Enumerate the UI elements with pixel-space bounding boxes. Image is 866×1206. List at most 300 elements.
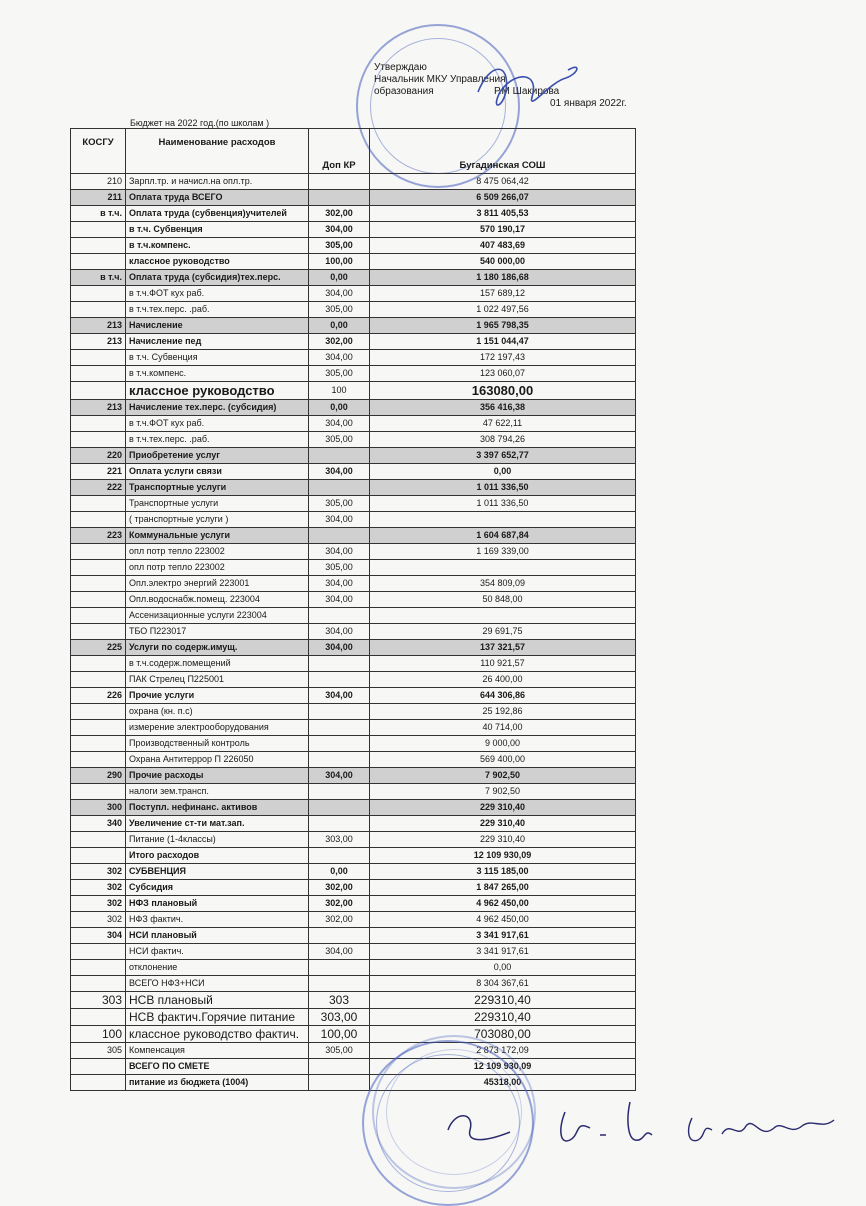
dop-kr-cell: 304,00 — [309, 286, 370, 302]
name-cell: Приобретение услуг — [126, 448, 309, 464]
table-row — [71, 382, 636, 400]
value-cell: 12 109 930,09 — [370, 1059, 636, 1075]
value-cell: 540 000,00 — [370, 254, 636, 270]
dop-kr-cell: 305,00 — [309, 366, 370, 382]
kosgu-cell — [71, 382, 126, 400]
name-cell: в т.ч.ФОТ кух раб. — [126, 416, 309, 432]
table-row — [71, 190, 636, 206]
dop-kr-cell — [309, 1059, 370, 1075]
table-row — [71, 896, 636, 912]
value-cell: 1 011 336,50 — [370, 496, 636, 512]
name-cell: Прочие расходы — [126, 768, 309, 784]
value-cell: 6 509 266,07 — [370, 190, 636, 206]
value-cell: 29 691,75 — [370, 624, 636, 640]
dop-kr-cell: 304,00 — [309, 464, 370, 480]
value-cell: 1 022 497,56 — [370, 302, 636, 318]
kosgu-cell — [71, 960, 126, 976]
table-row — [71, 688, 636, 704]
table-row — [71, 366, 636, 382]
table-header-row — [71, 129, 636, 174]
value-cell: 8 304 367,61 — [370, 976, 636, 992]
dop-kr-cell: 304,00 — [309, 350, 370, 366]
value-cell: 2 873 172,09 — [370, 1043, 636, 1059]
dop-kr-cell — [309, 672, 370, 688]
table-row — [71, 976, 636, 992]
dop-kr-cell: 302,00 — [309, 206, 370, 222]
kosgu-cell — [71, 1009, 126, 1026]
table-row — [71, 400, 636, 416]
kosgu-cell: 303 — [71, 992, 126, 1009]
dop-kr-cell — [309, 960, 370, 976]
table-row — [71, 800, 636, 816]
table-row — [71, 592, 636, 608]
dop-kr-cell: 305,00 — [309, 496, 370, 512]
value-cell: 1 151 044,47 — [370, 334, 636, 350]
kosgu-cell — [71, 1075, 126, 1091]
value-cell: 3 341 917,61 — [370, 928, 636, 944]
kosgu-cell: 213 — [71, 334, 126, 350]
value-cell: 229 310,40 — [370, 816, 636, 832]
table-row — [71, 350, 636, 366]
dop-kr-cell: 0,00 — [309, 864, 370, 880]
approval-line-2: Начальник МКУ Управления — [374, 74, 506, 85]
kosgu-cell: 304 — [71, 928, 126, 944]
value-cell: 3 397 652,77 — [370, 448, 636, 464]
kosgu-cell — [71, 976, 126, 992]
kosgu-cell — [71, 366, 126, 382]
table-row — [71, 960, 636, 976]
kosgu-cell — [71, 416, 126, 432]
name-cell: охрана (кн. п.с) — [126, 704, 309, 720]
header-school: Бугадинская СОШ — [370, 129, 636, 174]
kosgu-cell — [71, 512, 126, 528]
name-cell: Транспортные услуги — [126, 496, 309, 512]
value-cell: 1 169 339,00 — [370, 544, 636, 560]
table-row — [71, 1026, 636, 1043]
value-cell: 356 416,38 — [370, 400, 636, 416]
table-row — [71, 784, 636, 800]
dop-kr-cell — [309, 190, 370, 206]
dop-kr-cell: 303,00 — [309, 832, 370, 848]
name-cell: в т.ч. Субвенция — [126, 222, 309, 238]
table-row — [71, 880, 636, 896]
table-row — [71, 416, 636, 432]
kosgu-cell — [71, 592, 126, 608]
name-cell: Охрана Антитеррор П 226050 — [126, 752, 309, 768]
kosgu-cell — [71, 254, 126, 270]
table-row — [71, 832, 636, 848]
name-cell: Поступл. нефинанс. активов — [126, 800, 309, 816]
table-row — [71, 528, 636, 544]
dop-kr-cell — [309, 736, 370, 752]
name-cell: НФЗ плановый — [126, 896, 309, 912]
table-row — [71, 768, 636, 784]
value-cell: 12 109 930,09 — [370, 848, 636, 864]
dop-kr-cell: 304,00 — [309, 688, 370, 704]
name-cell: измерение электрооборудования — [126, 720, 309, 736]
value-cell: 229310,40 — [370, 1009, 636, 1026]
kosgu-cell: в т.ч. — [71, 206, 126, 222]
dop-kr-cell — [309, 448, 370, 464]
kosgu-cell — [71, 222, 126, 238]
table-row — [71, 704, 636, 720]
kosgu-cell — [71, 608, 126, 624]
kosgu-cell — [71, 672, 126, 688]
dop-kr-cell: 302,00 — [309, 334, 370, 350]
approval-date: 01 января 2022г. — [550, 98, 627, 109]
table-row — [71, 448, 636, 464]
value-cell: 570 190,17 — [370, 222, 636, 238]
table-row — [71, 912, 636, 928]
dop-kr-cell: 100 — [309, 382, 370, 400]
value-cell: 1 011 336,50 — [370, 480, 636, 496]
value-cell: 7 902,50 — [370, 768, 636, 784]
name-cell: Транспортные услуги — [126, 480, 309, 496]
name-cell: Начисление тех.перс. (субсидия) — [126, 400, 309, 416]
name-cell: налоги зем.трансп. — [126, 784, 309, 800]
kosgu-cell: 220 — [71, 448, 126, 464]
table-row — [71, 432, 636, 448]
name-cell: Опл.водоснабж.помещ. 223004 — [126, 592, 309, 608]
table-row — [71, 1059, 636, 1075]
dop-kr-cell — [309, 528, 370, 544]
name-cell: Производственный контроль — [126, 736, 309, 752]
name-cell: НСИ плановый — [126, 928, 309, 944]
name-cell: Увеличение ст-ти мат.зап. — [126, 816, 309, 832]
dop-kr-cell: 304,00 — [309, 944, 370, 960]
value-cell: 45318,00 — [370, 1075, 636, 1091]
table-row — [71, 1043, 636, 1059]
dop-kr-cell: 302,00 — [309, 880, 370, 896]
name-cell: ТБО П223017 — [126, 624, 309, 640]
kosgu-cell: 300 — [71, 800, 126, 816]
budget-table — [70, 128, 636, 1091]
dop-kr-cell: 304,00 — [309, 640, 370, 656]
name-cell: Начисление — [126, 318, 309, 334]
name-cell: Оплата услуги связи — [126, 464, 309, 480]
dop-kr-cell — [309, 480, 370, 496]
value-cell: 1 180 186,68 — [370, 270, 636, 286]
value-cell: 40 714,00 — [370, 720, 636, 736]
value-cell — [370, 512, 636, 528]
value-cell: 354 809,09 — [370, 576, 636, 592]
name-cell: классное руководство — [126, 254, 309, 270]
dop-kr-cell — [309, 656, 370, 672]
name-cell: Прочие услуги — [126, 688, 309, 704]
value-cell: 3 341 917,61 — [370, 944, 636, 960]
table-row — [71, 1075, 636, 1091]
kosgu-cell — [71, 624, 126, 640]
value-cell: 157 689,12 — [370, 286, 636, 302]
value-cell: 703080,00 — [370, 1026, 636, 1043]
dop-kr-cell — [309, 848, 370, 864]
kosgu-cell — [71, 944, 126, 960]
value-cell: 229 310,40 — [370, 832, 636, 848]
table-row — [71, 174, 636, 190]
kosgu-cell — [71, 832, 126, 848]
kosgu-cell — [71, 848, 126, 864]
name-cell: питание из бюджета (1004) — [126, 1075, 309, 1091]
table-row — [71, 270, 636, 286]
kosgu-cell: 302 — [71, 880, 126, 896]
kosgu-cell — [71, 544, 126, 560]
dop-kr-cell: 305,00 — [309, 238, 370, 254]
kosgu-cell — [71, 286, 126, 302]
kosgu-cell — [71, 720, 126, 736]
name-cell: отклонение — [126, 960, 309, 976]
table-row — [71, 848, 636, 864]
kosgu-cell — [71, 560, 126, 576]
kosgu-cell: 302 — [71, 896, 126, 912]
dop-kr-cell — [309, 704, 370, 720]
kosgu-cell — [71, 1059, 126, 1075]
dop-kr-cell: 303 — [309, 992, 370, 1009]
table-row — [71, 576, 636, 592]
table-row — [71, 512, 636, 528]
dop-kr-cell: 0,00 — [309, 270, 370, 286]
name-cell: ПАК Стрелец П225001 — [126, 672, 309, 688]
dop-kr-cell: 100,00 — [309, 254, 370, 270]
table-row — [71, 206, 636, 222]
name-cell: Компенсация — [126, 1043, 309, 1059]
table-row — [71, 944, 636, 960]
name-cell: в т.ч.компенс. — [126, 366, 309, 382]
dop-kr-cell — [309, 928, 370, 944]
value-cell — [370, 560, 636, 576]
value-cell: 9 000,00 — [370, 736, 636, 752]
name-cell: Оплата труда ВСЕГО — [126, 190, 309, 206]
kosgu-cell: 226 — [71, 688, 126, 704]
kosgu-cell: 305 — [71, 1043, 126, 1059]
name-cell: Питание (1-4классы) — [126, 832, 309, 848]
table-row — [71, 720, 636, 736]
table-row — [71, 864, 636, 880]
table-row — [71, 752, 636, 768]
kosgu-cell: 290 — [71, 768, 126, 784]
name-cell: Начисление пед — [126, 334, 309, 350]
kosgu-cell — [71, 752, 126, 768]
value-cell: 25 192,86 — [370, 704, 636, 720]
dop-kr-cell: 305,00 — [309, 1043, 370, 1059]
kosgu-cell: 100 — [71, 1026, 126, 1043]
kosgu-cell — [71, 656, 126, 672]
name-cell: ВСЕГО ПО СМЕТЕ — [126, 1059, 309, 1075]
header-kosgu: КОСГУ — [71, 129, 126, 174]
dop-kr-cell: 0,00 — [309, 318, 370, 334]
kosgu-cell — [71, 784, 126, 800]
dop-kr-cell: 302,00 — [309, 896, 370, 912]
kosgu-cell — [71, 238, 126, 254]
value-cell: 407 483,69 — [370, 238, 636, 254]
value-cell: 229310,40 — [370, 992, 636, 1009]
dop-kr-cell: 0,00 — [309, 400, 370, 416]
table-row — [71, 222, 636, 238]
name-cell: Оплата труда (субвенция)учителей — [126, 206, 309, 222]
value-cell: 644 306,86 — [370, 688, 636, 704]
approver-name: Р.М Шакирова — [494, 86, 560, 97]
kosgu-cell: 213 — [71, 318, 126, 334]
value-cell: 7 902,50 — [370, 784, 636, 800]
kosgu-cell: 213 — [71, 400, 126, 416]
kosgu-cell — [71, 736, 126, 752]
dop-kr-cell — [309, 752, 370, 768]
table-row — [71, 302, 636, 318]
value-cell: 123 060,07 — [370, 366, 636, 382]
table-row — [71, 496, 636, 512]
value-cell: 137 321,57 — [370, 640, 636, 656]
table-row — [71, 624, 636, 640]
value-cell: 26 400,00 — [370, 672, 636, 688]
name-cell: НСВ плановый — [126, 992, 309, 1009]
dop-kr-cell: 305,00 — [309, 432, 370, 448]
table-row — [71, 656, 636, 672]
table-row — [71, 928, 636, 944]
kosgu-cell — [71, 576, 126, 592]
dop-kr-cell — [309, 174, 370, 190]
table-row — [71, 1009, 636, 1026]
value-cell: 3 811 405,53 — [370, 206, 636, 222]
name-cell: НФЗ фактич. — [126, 912, 309, 928]
table-row — [71, 480, 636, 496]
kosgu-cell: 302 — [71, 912, 126, 928]
approval-line-3: образования — [374, 86, 434, 97]
dop-kr-cell — [309, 608, 370, 624]
table-row — [71, 334, 636, 350]
dop-kr-cell: 304,00 — [309, 624, 370, 640]
table-row — [71, 640, 636, 656]
name-cell: в т.ч.тех.перс. .раб. — [126, 432, 309, 448]
dop-kr-cell: 302,00 — [309, 912, 370, 928]
value-cell: 1 965 798,35 — [370, 318, 636, 334]
table-row — [71, 736, 636, 752]
kosgu-cell: 225 — [71, 640, 126, 656]
kosgu-cell: 340 — [71, 816, 126, 832]
approval-line-1: Утверждаю — [374, 62, 427, 73]
table-row — [71, 672, 636, 688]
value-cell: 163080,00 — [370, 382, 636, 400]
table-row — [71, 254, 636, 270]
value-cell: 8 475 064,42 — [370, 174, 636, 190]
name-cell: Зарпл.тр. и начисл.на опл.тр. — [126, 174, 309, 190]
dop-kr-cell: 304,00 — [309, 544, 370, 560]
kosgu-cell: в т.ч. — [71, 270, 126, 286]
signatures — [430, 1090, 850, 1160]
dop-kr-cell: 303,00 — [309, 1009, 370, 1026]
kosgu-cell: 223 — [71, 528, 126, 544]
value-cell: 569 400,00 — [370, 752, 636, 768]
dop-kr-cell — [309, 816, 370, 832]
value-cell: 4 962 450,00 — [370, 896, 636, 912]
name-cell: в т.ч.содерж.помещений — [126, 656, 309, 672]
name-cell: в т.ч. Субвенция — [126, 350, 309, 366]
kosgu-cell — [71, 302, 126, 318]
name-cell: Субсидия — [126, 880, 309, 896]
value-cell: 172 197,43 — [370, 350, 636, 366]
name-cell: в т.ч.тех.перс. .раб. — [126, 302, 309, 318]
header-name: Наименование расходов — [126, 129, 309, 174]
dop-kr-cell: 304,00 — [309, 576, 370, 592]
value-cell: 229 310,40 — [370, 800, 636, 816]
name-cell: Коммунальные услуги — [126, 528, 309, 544]
dop-kr-cell — [309, 1075, 370, 1091]
kosgu-cell: 211 — [71, 190, 126, 206]
name-cell: в т.ч.ФОТ кух раб. — [126, 286, 309, 302]
value-cell: 0,00 — [370, 960, 636, 976]
header-dop-kr: Доп КР — [309, 129, 370, 174]
dop-kr-cell — [309, 784, 370, 800]
table-row — [71, 560, 636, 576]
table-row — [71, 544, 636, 560]
name-cell: Ассенизационные услуги 223004 — [126, 608, 309, 624]
dop-kr-cell: 304,00 — [309, 768, 370, 784]
dop-kr-cell: 305,00 — [309, 302, 370, 318]
value-cell: 0,00 — [370, 464, 636, 480]
dop-kr-cell — [309, 976, 370, 992]
kosgu-cell: 210 — [71, 174, 126, 190]
value-cell — [370, 608, 636, 624]
table-row — [71, 318, 636, 334]
name-cell: Опл.электро энергий 223001 — [126, 576, 309, 592]
value-cell: 50 848,00 — [370, 592, 636, 608]
table-row — [71, 464, 636, 480]
table-row — [71, 992, 636, 1009]
kosgu-cell — [71, 432, 126, 448]
kosgu-cell: 221 — [71, 464, 126, 480]
table-body — [71, 174, 636, 1091]
value-cell: 47 622,11 — [370, 416, 636, 432]
table-row — [71, 608, 636, 624]
name-cell: опл потр тепло 223002 — [126, 560, 309, 576]
name-cell: НСВ фактич.Горячие питание — [126, 1009, 309, 1026]
dop-kr-cell: 304,00 — [309, 416, 370, 432]
name-cell: классное руководство — [126, 382, 309, 400]
dop-kr-cell: 304,00 — [309, 512, 370, 528]
value-cell: 4 962 450,00 — [370, 912, 636, 928]
table-row — [71, 816, 636, 832]
dop-kr-cell: 304,00 — [309, 592, 370, 608]
value-cell: 1 847 265,00 — [370, 880, 636, 896]
kosgu-cell: 222 — [71, 480, 126, 496]
approver-signature — [470, 52, 590, 122]
name-cell: в т.ч.компенс. — [126, 238, 309, 254]
value-cell: 110 921,57 — [370, 656, 636, 672]
name-cell: Оплата труда (субсидия)тех.перс. — [126, 270, 309, 286]
name-cell: классное руководство фактич. — [126, 1026, 309, 1043]
name-cell: Услуги по содерж.имущ. — [126, 640, 309, 656]
kosgu-cell: 302 — [71, 864, 126, 880]
dop-kr-cell: 304,00 — [309, 222, 370, 238]
table-row — [71, 286, 636, 302]
table-row — [71, 238, 636, 254]
value-cell: 308 794,26 — [370, 432, 636, 448]
name-cell: опл потр тепло 223002 — [126, 544, 309, 560]
name-cell: ВСЕГО НФЗ+НСИ — [126, 976, 309, 992]
kosgu-cell — [71, 350, 126, 366]
value-cell: 1 604 687,84 — [370, 528, 636, 544]
dop-kr-cell: 305,00 — [309, 560, 370, 576]
kosgu-cell — [71, 496, 126, 512]
table-caption: Бюджет на 2022 год.(по школам ) — [130, 118, 270, 128]
dop-kr-cell — [309, 720, 370, 736]
name-cell: ( транспортные услуги ) — [126, 512, 309, 528]
dop-kr-cell: 100,00 — [309, 1026, 370, 1043]
dop-kr-cell — [309, 800, 370, 816]
name-cell: СУБВЕНЦИЯ — [126, 864, 309, 880]
name-cell: НСИ фактич. — [126, 944, 309, 960]
value-cell: 3 115 185,00 — [370, 864, 636, 880]
name-cell: Итого расходов — [126, 848, 309, 864]
kosgu-cell — [71, 704, 126, 720]
